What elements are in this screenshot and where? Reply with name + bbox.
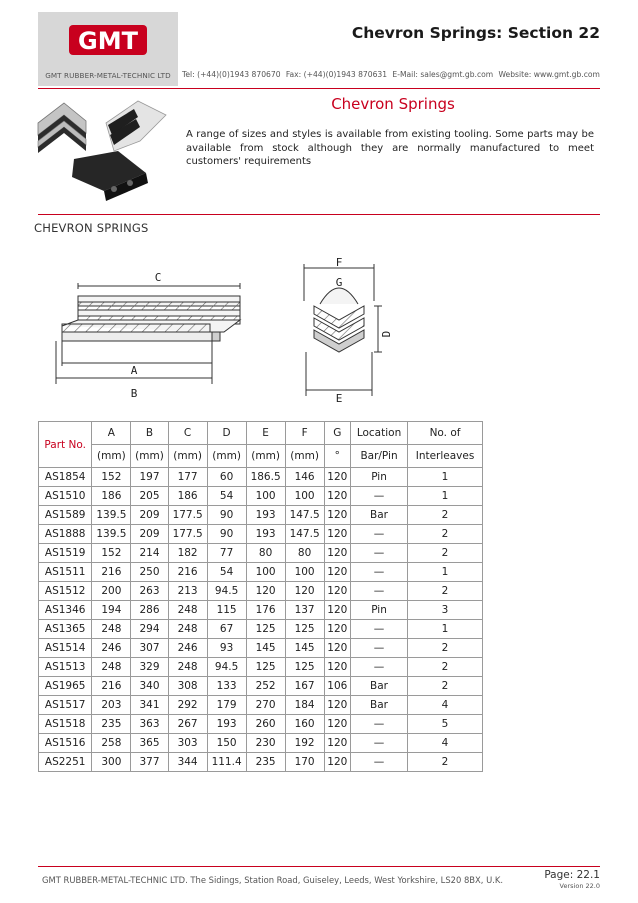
cell-e: 252 xyxy=(246,677,285,696)
table-row xyxy=(39,601,483,620)
cell-interleaves: 3 xyxy=(408,601,483,620)
cell-part-no: AS1512 xyxy=(39,582,92,601)
cell-d: 54 xyxy=(207,487,246,506)
cell-e: 145 xyxy=(246,639,285,658)
header-g: G xyxy=(324,422,350,445)
section-title: Chevron Springs: Section 22 xyxy=(351,24,600,42)
cell-interleaves: 1 xyxy=(408,487,483,506)
cell-g: 106 xyxy=(324,677,350,696)
unit-g: ° xyxy=(324,445,350,468)
cell-f: 120 xyxy=(285,582,324,601)
cell-location: — xyxy=(351,582,408,601)
cell-d: 90 xyxy=(207,525,246,544)
cell-f: 147.5 xyxy=(285,525,324,544)
cell-e: 125 xyxy=(246,620,285,639)
cell-interleaves: 2 xyxy=(408,753,483,772)
cell-e: 100 xyxy=(246,563,285,582)
cell-d: 94.5 xyxy=(207,658,246,677)
cell-b: 294 xyxy=(131,620,168,639)
cell-interleaves: 2 xyxy=(408,582,483,601)
cell-part-no: AS1346 xyxy=(39,601,92,620)
cell-c: 186 xyxy=(168,487,207,506)
cell-f: 184 xyxy=(285,696,324,715)
cell-location: — xyxy=(351,658,408,677)
cell-c: 216 xyxy=(168,563,207,582)
cell-b: 363 xyxy=(131,715,168,734)
cell-interleaves: 1 xyxy=(408,620,483,639)
side-view xyxy=(56,283,240,384)
version-label: Version 22.0 xyxy=(559,882,600,890)
cell-f: 137 xyxy=(285,601,324,620)
cell-location: — xyxy=(351,563,408,582)
product-photos xyxy=(34,93,174,205)
table-row xyxy=(39,639,483,658)
cell-b: 205 xyxy=(131,487,168,506)
cell-location: Pin xyxy=(351,601,408,620)
cell-f: 192 xyxy=(285,734,324,753)
table-row xyxy=(39,677,483,696)
contact-bar xyxy=(182,70,600,79)
cell-d: 193 xyxy=(207,715,246,734)
table-row xyxy=(39,753,483,772)
cell-f: 80 xyxy=(285,544,324,563)
cell-part-no: AS2251 xyxy=(39,753,92,772)
cell-a: 152 xyxy=(92,544,131,563)
cell-c: 177.5 xyxy=(168,506,207,525)
cell-a: 139.5 xyxy=(92,506,131,525)
cell-b: 209 xyxy=(131,506,168,525)
cell-c: 182 xyxy=(168,544,207,563)
cell-e: 176 xyxy=(246,601,285,620)
cell-f: 145 xyxy=(285,639,324,658)
cell-g: 120 xyxy=(324,544,350,563)
cell-interleaves: 2 xyxy=(408,544,483,563)
cell-b: 263 xyxy=(131,582,168,601)
cell-e: 186.5 xyxy=(246,468,285,487)
cell-c: 248 xyxy=(168,620,207,639)
dim-label-c: C xyxy=(154,271,162,284)
cell-e: 230 xyxy=(246,734,285,753)
cell-f: 160 xyxy=(285,715,324,734)
cell-g: 120 xyxy=(324,715,350,734)
cell-d: 150 xyxy=(207,734,246,753)
unit-c: (mm) xyxy=(168,445,207,468)
cell-c: 177.5 xyxy=(168,525,207,544)
table-row xyxy=(39,582,483,601)
cell-g: 120 xyxy=(324,620,350,639)
cell-interleaves: 5 xyxy=(408,715,483,734)
header-b: B xyxy=(131,422,168,445)
dim-label-e: E xyxy=(335,392,343,404)
cell-g: 120 xyxy=(324,468,350,487)
cell-c: 177 xyxy=(168,468,207,487)
cell-b: 214 xyxy=(131,544,168,563)
cell-interleaves: 1 xyxy=(408,563,483,582)
cell-location: — xyxy=(351,525,408,544)
cell-d: 90 xyxy=(207,506,246,525)
cell-c: 267 xyxy=(168,715,207,734)
footer-address: GMT RUBBER-METAL-TECHNIC LTD. The Sidings, Station Road, Guiseley, Leeds, West Yorkshire, LS20 8BX, U.K. xyxy=(42,875,504,885)
table-row xyxy=(39,468,483,487)
table-row xyxy=(39,734,483,753)
cell-part-no: AS1510 xyxy=(39,487,92,506)
cell-e: 80 xyxy=(246,544,285,563)
dim-label-a: A xyxy=(130,364,138,377)
cell-c: 308 xyxy=(168,677,207,696)
header-divider xyxy=(38,88,600,89)
cell-g: 120 xyxy=(324,563,350,582)
cell-location: — xyxy=(351,487,408,506)
cell-f: 147.5 xyxy=(285,506,324,525)
cell-b: 209 xyxy=(131,525,168,544)
page-number: Page: 22.1 xyxy=(544,869,600,881)
cell-location: Bar xyxy=(351,677,408,696)
header-part-no: Part No. xyxy=(39,422,92,468)
cell-e: 193 xyxy=(246,506,285,525)
unit-d: (mm) xyxy=(207,445,246,468)
dim-label-b: B xyxy=(130,387,138,400)
cell-location: — xyxy=(351,544,408,563)
cell-e: 235 xyxy=(246,753,285,772)
unit-interleaves: Interleaves xyxy=(408,445,483,468)
table-row xyxy=(39,563,483,582)
cell-part-no: AS1516 xyxy=(39,734,92,753)
table-row xyxy=(39,620,483,639)
header-interleaves: No. of xyxy=(408,422,483,445)
cell-interleaves: 2 xyxy=(408,525,483,544)
cell-g: 120 xyxy=(324,734,350,753)
unit-b: (mm) xyxy=(131,445,168,468)
cell-b: 377 xyxy=(131,753,168,772)
cell-a: 194 xyxy=(92,601,131,620)
cell-location: Bar xyxy=(351,506,408,525)
table-row xyxy=(39,487,483,506)
cell-d: 93 xyxy=(207,639,246,658)
cell-g: 120 xyxy=(324,506,350,525)
cell-f: 100 xyxy=(285,487,324,506)
cell-d: 94.5 xyxy=(207,582,246,601)
cell-e: 125 xyxy=(246,658,285,677)
header-location: Location xyxy=(351,422,408,445)
cell-f: 125 xyxy=(285,620,324,639)
logo-text: GMT xyxy=(78,27,138,55)
cell-a: 300 xyxy=(92,753,131,772)
cell-c: 248 xyxy=(168,658,207,677)
cell-d: 54 xyxy=(207,563,246,582)
cell-interleaves: 2 xyxy=(408,639,483,658)
fax-number: Fax: (+44)(0)1943 870631 xyxy=(285,70,388,79)
cell-part-no: AS1514 xyxy=(39,639,92,658)
cell-g: 120 xyxy=(324,487,350,506)
intro-text: A range of sizes and styles is available from existing tooling. Some parts may be available from stock although they are normally manufactured to meet customers' requirements xyxy=(186,129,594,167)
cell-c: 246 xyxy=(168,639,207,658)
cell-part-no: AS1854 xyxy=(39,468,92,487)
cell-part-no: AS1589 xyxy=(39,506,92,525)
unit-e: (mm) xyxy=(246,445,285,468)
company-logo-block xyxy=(38,12,178,86)
cell-part-no: AS1511 xyxy=(39,563,92,582)
table-header-row xyxy=(39,422,483,445)
header-a: A xyxy=(92,422,131,445)
cell-location: — xyxy=(351,715,408,734)
cell-g: 120 xyxy=(324,658,350,677)
cell-b: 341 xyxy=(131,696,168,715)
cell-a: 152 xyxy=(92,468,131,487)
dim-label-g: G xyxy=(335,276,343,289)
unit-location: Bar/Pin xyxy=(351,445,408,468)
cell-interleaves: 2 xyxy=(408,506,483,525)
cell-part-no: AS1518 xyxy=(39,715,92,734)
unit-a: (mm) xyxy=(92,445,131,468)
cell-part-no: AS1513 xyxy=(39,658,92,677)
cell-g: 120 xyxy=(324,753,350,772)
header-d: D xyxy=(207,422,246,445)
cell-b: 340 xyxy=(131,677,168,696)
cell-g: 120 xyxy=(324,639,350,658)
cell-part-no: AS1965 xyxy=(39,677,92,696)
cell-b: 197 xyxy=(131,468,168,487)
chevron-spring-photo-mounted xyxy=(106,101,166,151)
cell-location: — xyxy=(351,620,408,639)
cell-b: 286 xyxy=(131,601,168,620)
cell-e: 260 xyxy=(246,715,285,734)
header-c: C xyxy=(168,422,207,445)
cell-c: 292 xyxy=(168,696,207,715)
dim-label-d: D xyxy=(380,330,393,338)
cell-a: 248 xyxy=(92,658,131,677)
cell-f: 170 xyxy=(285,753,324,772)
cell-d: 133 xyxy=(207,677,246,696)
table-row xyxy=(39,658,483,677)
cell-b: 329 xyxy=(131,658,168,677)
cell-a: 216 xyxy=(92,563,131,582)
table-row xyxy=(39,544,483,563)
cell-g: 120 xyxy=(324,696,350,715)
footer-divider xyxy=(38,866,600,867)
section-heading: CHEVRON SPRINGS xyxy=(34,221,149,235)
phone-number: Tel: (+44)(0)1943 870670 xyxy=(182,70,281,79)
cell-part-no: AS1888 xyxy=(39,525,92,544)
cell-a: 186 xyxy=(92,487,131,506)
cell-a: 258 xyxy=(92,734,131,753)
cell-e: 270 xyxy=(246,696,285,715)
cell-a: 203 xyxy=(92,696,131,715)
cell-location: — xyxy=(351,734,408,753)
cell-interleaves: 2 xyxy=(408,658,483,677)
cell-a: 246 xyxy=(92,639,131,658)
cell-a: 235 xyxy=(92,715,131,734)
email-address[interactable]: E-Mail: sales@gmt.gb.com xyxy=(392,70,494,79)
company-name: GMT RUBBER-METAL-TECHNIC LTD xyxy=(45,71,171,80)
cell-d: 60 xyxy=(207,468,246,487)
cell-g: 120 xyxy=(324,525,350,544)
cell-d: 77 xyxy=(207,544,246,563)
cell-f: 100 xyxy=(285,563,324,582)
unit-f: (mm) xyxy=(285,445,324,468)
cell-b: 250 xyxy=(131,563,168,582)
cell-b: 365 xyxy=(131,734,168,753)
table-row xyxy=(39,715,483,734)
cell-interleaves: 4 xyxy=(408,734,483,753)
cell-interleaves: 1 xyxy=(408,468,483,487)
chevron-spring-photo-silver xyxy=(38,103,86,153)
cell-c: 213 xyxy=(168,582,207,601)
cell-location: — xyxy=(351,639,408,658)
cell-e: 193 xyxy=(246,525,285,544)
cell-d: 179 xyxy=(207,696,246,715)
table-unit-row xyxy=(39,445,483,468)
header-f: F xyxy=(285,422,324,445)
chevron-spring-table xyxy=(38,421,483,772)
cell-c: 248 xyxy=(168,601,207,620)
cell-f: 167 xyxy=(285,677,324,696)
cell-a: 248 xyxy=(92,620,131,639)
cell-g: 120 xyxy=(324,601,350,620)
cell-part-no: AS1365 xyxy=(39,620,92,639)
gmt-logo xyxy=(68,22,148,58)
cell-e: 100 xyxy=(246,487,285,506)
end-view xyxy=(304,264,382,396)
table-body xyxy=(39,422,483,772)
table-row xyxy=(39,506,483,525)
cell-c: 303 xyxy=(168,734,207,753)
chevron-spring-photo-black xyxy=(72,151,148,201)
cell-a: 216 xyxy=(92,677,131,696)
cell-part-no: AS1517 xyxy=(39,696,92,715)
cell-f: 146 xyxy=(285,468,324,487)
table-row xyxy=(39,696,483,715)
cell-f: 125 xyxy=(285,658,324,677)
cell-e: 120 xyxy=(246,582,285,601)
intro-heading: Chevron Springs xyxy=(331,95,455,113)
cell-location: Bar xyxy=(351,696,408,715)
cell-c: 344 xyxy=(168,753,207,772)
intro-divider xyxy=(38,214,600,215)
table-row xyxy=(39,525,483,544)
chevron-spring-drawing xyxy=(48,256,428,404)
cell-b: 307 xyxy=(131,639,168,658)
cell-g: 120 xyxy=(324,582,350,601)
cell-a: 139.5 xyxy=(92,525,131,544)
header-e: E xyxy=(246,422,285,445)
website-link[interactable]: Website: www.gmt.gb.com xyxy=(498,70,600,79)
cell-a: 200 xyxy=(92,582,131,601)
cell-part-no: AS1519 xyxy=(39,544,92,563)
cell-location: — xyxy=(351,753,408,772)
cell-interleaves: 4 xyxy=(408,696,483,715)
cell-interleaves: 2 xyxy=(408,677,483,696)
cell-d: 115 xyxy=(207,601,246,620)
dim-label-f: F xyxy=(335,256,343,269)
cell-d: 111.4 xyxy=(207,753,246,772)
cell-d: 67 xyxy=(207,620,246,639)
cell-location: Pin xyxy=(351,468,408,487)
